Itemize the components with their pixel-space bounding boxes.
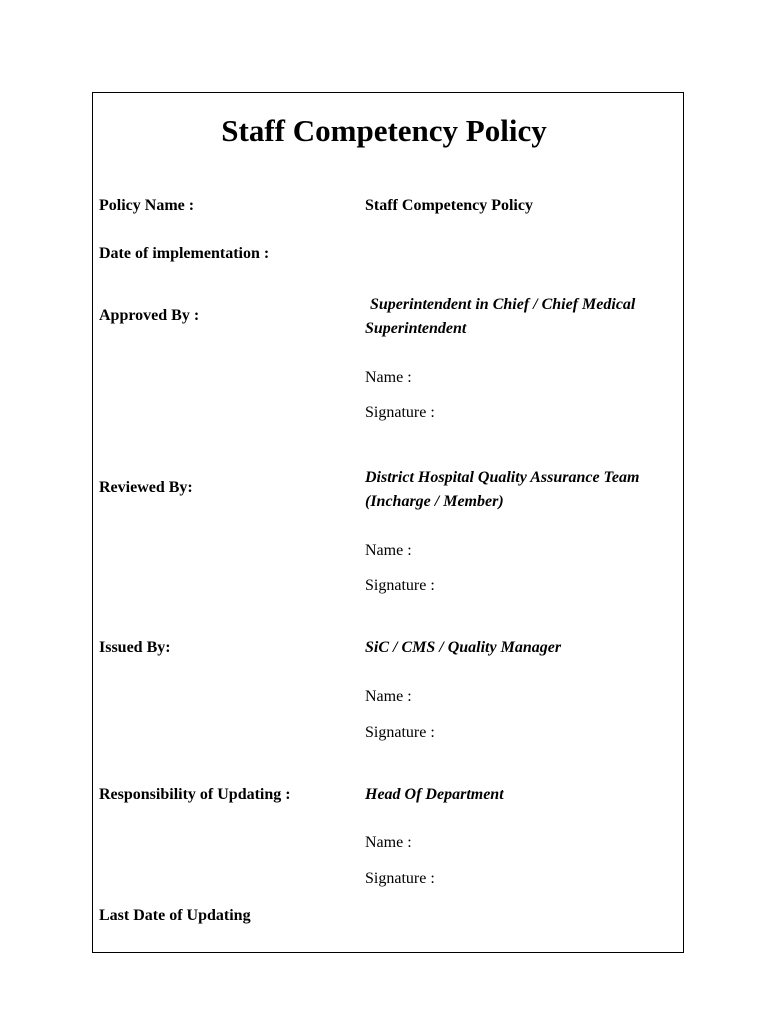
policy-name-label: Policy Name : bbox=[99, 197, 195, 214]
approved-by-authority: Superintendent in Chief / Chief Medical Superintendent bbox=[365, 296, 636, 337]
issued-by-label: Issued By: bbox=[99, 639, 171, 656]
responsibility-of-updating-authority: Head Of Department bbox=[365, 786, 504, 803]
reviewed-by-name-label: Name : bbox=[365, 542, 412, 559]
reviewed-by-authority: District Hospital Quality Assurance Team (Incharge / Member) bbox=[365, 469, 640, 510]
policy-name-value: Staff Competency Policy bbox=[365, 197, 533, 214]
last-date-of-updating-label: Last Date of Updating bbox=[99, 907, 251, 924]
reviewed-by-label: Reviewed By: bbox=[99, 479, 193, 496]
page-title: Staff Competency Policy bbox=[221, 113, 547, 148]
approved-by-label: Approved By : bbox=[99, 307, 200, 324]
issued-by-signature-label: Signature : bbox=[365, 724, 435, 741]
responsibility-signature-label: Signature : bbox=[365, 870, 435, 887]
responsibility-of-updating-label: Responsibility of Updating : bbox=[99, 786, 291, 803]
document-border bbox=[92, 92, 684, 953]
responsibility-name-label: Name : bbox=[365, 834, 412, 851]
approved-by-name-label: Name : bbox=[365, 369, 412, 386]
reviewed-by-signature-label: Signature : bbox=[365, 577, 435, 594]
issued-by-name-label: Name : bbox=[365, 688, 412, 705]
approved-by-signature-label: Signature : bbox=[365, 404, 435, 421]
issued-by-authority: SiC / CMS / Quality Manager bbox=[365, 639, 562, 656]
date-of-implementation-label: Date of implementation : bbox=[99, 245, 270, 262]
